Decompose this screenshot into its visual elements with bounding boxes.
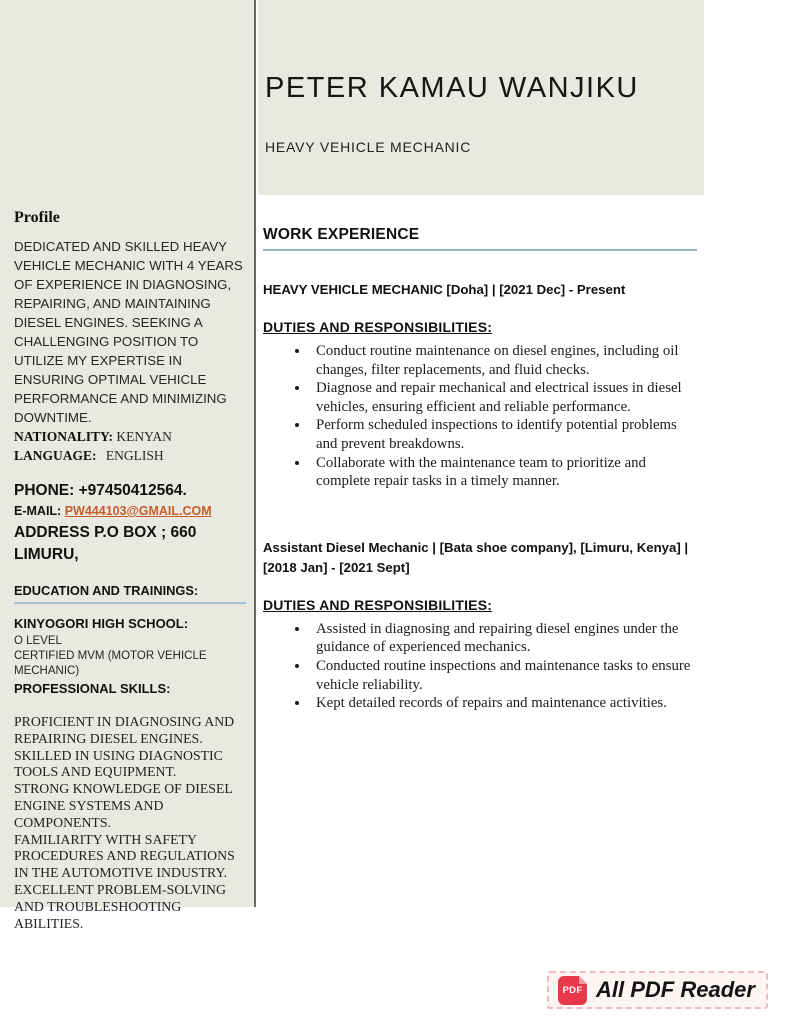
skill-item: STRONG KNOWLEDGE OF DIESEL ENGINE SYSTEMS AND COMPONENTS. (14, 781, 233, 830)
duties-heading: DUTIES AND RESPONSIBILITIES: (263, 319, 493, 335)
person-name: PETER KAMAU WANJIKU (265, 72, 639, 104)
email-label: E-MAIL: (14, 504, 62, 518)
profile-heading: Profile (14, 209, 60, 226)
pdf-reader-watermark[interactable] (547, 971, 768, 1009)
duties-list (263, 620, 695, 713)
email-link[interactable]: PW444103@GMAIL.COM (64, 504, 212, 518)
work-experience-heading: WORK EXPERIENCE (263, 226, 697, 251)
header-band (258, 0, 704, 195)
profile-text: DEDICATED AND SKILLED HEAVY VEHICLE MECHANIC WITH 4 YEARS OF EXPERIENCE IN DIAGNOSING, REPAIRING, AND MAINTAINING DIESEL ENGINES. SEEKING A CHALLENGING POSITION TO UTILIZE MY EXPERTISE IN ENSURING OPTIMAL VEHICLE PERFORMANCE AND MINIMIZING DOWNTIME. (14, 239, 243, 425)
language-label: LANGUAGE: (14, 448, 97, 463)
duty-item: • Perform scheduled inspections to identify potential problems and prevent breakdowns. (310, 416, 695, 453)
job-entry (263, 280, 708, 491)
work-experience-section (263, 226, 708, 713)
skill-item: PROFICIENT IN DIAGNOSING AND REPAIRING DIESEL ENGINES. (14, 714, 235, 746)
contact-block (14, 480, 252, 566)
nationality-label: NATIONALITY: (14, 429, 114, 444)
duty-item: • Kept detailed records of repairs and maintenance activities. (310, 694, 695, 713)
phone-text: PHONE: +97450412564. (14, 482, 187, 499)
watermark-text: All PDF Reader (596, 977, 755, 1002)
email-row (14, 503, 252, 520)
person-title: HEAVY VEHICLE MECHANIC (265, 139, 472, 155)
duty-item: • Collaborate with the maintenance team to prioritize and complete repair tasks in a timely manner. (310, 454, 695, 491)
school-name: KINYOGORI HIGH SCHOOL: (14, 616, 189, 631)
nationality-row (14, 427, 248, 446)
skill-item: EXCELLENT PROBLEM-SOLVING AND TROUBLESHOOTING ABILITIES. (14, 881, 226, 931)
skill-item: SKILLED IN USING DIAGNOSTIC TOOLS AND EQUIPMENT. (14, 747, 223, 780)
skills-heading: PROFESSIONAL SKILLS: (14, 681, 171, 696)
job-entry (263, 538, 708, 713)
job-title: Assistant Diesel Mechanic | [Bata shoe company], [Limuru, Kenya] | [2018 Jan] - [2021 Sept] (263, 539, 689, 575)
duty-item: • Diagnose and repair mechanical and electrical issues in diesel vehicles, ensuring efficient and reliable performance. (310, 379, 695, 416)
education-block (14, 616, 244, 697)
job-title: HEAVY VEHICLE MECHANIC [Doha] | [2021 Dec] - Present (263, 282, 626, 297)
language-row (14, 446, 248, 465)
language-value: ENGLISH (105, 448, 164, 463)
sidebar (0, 0, 256, 931)
school-certificate: CERTIFIED MVM (MOTOR VEHICLE MECHANIC) (14, 650, 207, 677)
education-heading: EDUCATION AND TRAININGS: (14, 583, 246, 604)
nationality-value: KENYAN (116, 429, 172, 444)
pdf-icon (558, 976, 587, 1005)
school-level: O LEVEL (14, 635, 62, 647)
address-text: ADDRESS P.O BOX ; 660 LIMURU, (14, 524, 197, 563)
skill-item: FAMILIARITY WITH SAFETY PROCEDURES AND REGULATIONS IN THE AUTOMOTIVE INDUSTRY. (14, 831, 235, 881)
pdf-icon-label: PDF (562, 984, 583, 996)
duties-list (263, 342, 695, 491)
duty-item: • Assisted in diagnosing and repairing diesel engines under the guidance of experienced mechanics. (310, 620, 695, 657)
duty-item: • Conducted routine inspections and maintenance tasks to ensure vehicle reliability. (310, 657, 695, 694)
duties-heading: DUTIES AND RESPONSIBILITIES: (263, 596, 493, 613)
skills-list (14, 714, 250, 932)
duty-item: • Conduct routine maintenance on diesel engines, including oil changes, filter replacements, and fluid checks. (310, 342, 695, 379)
